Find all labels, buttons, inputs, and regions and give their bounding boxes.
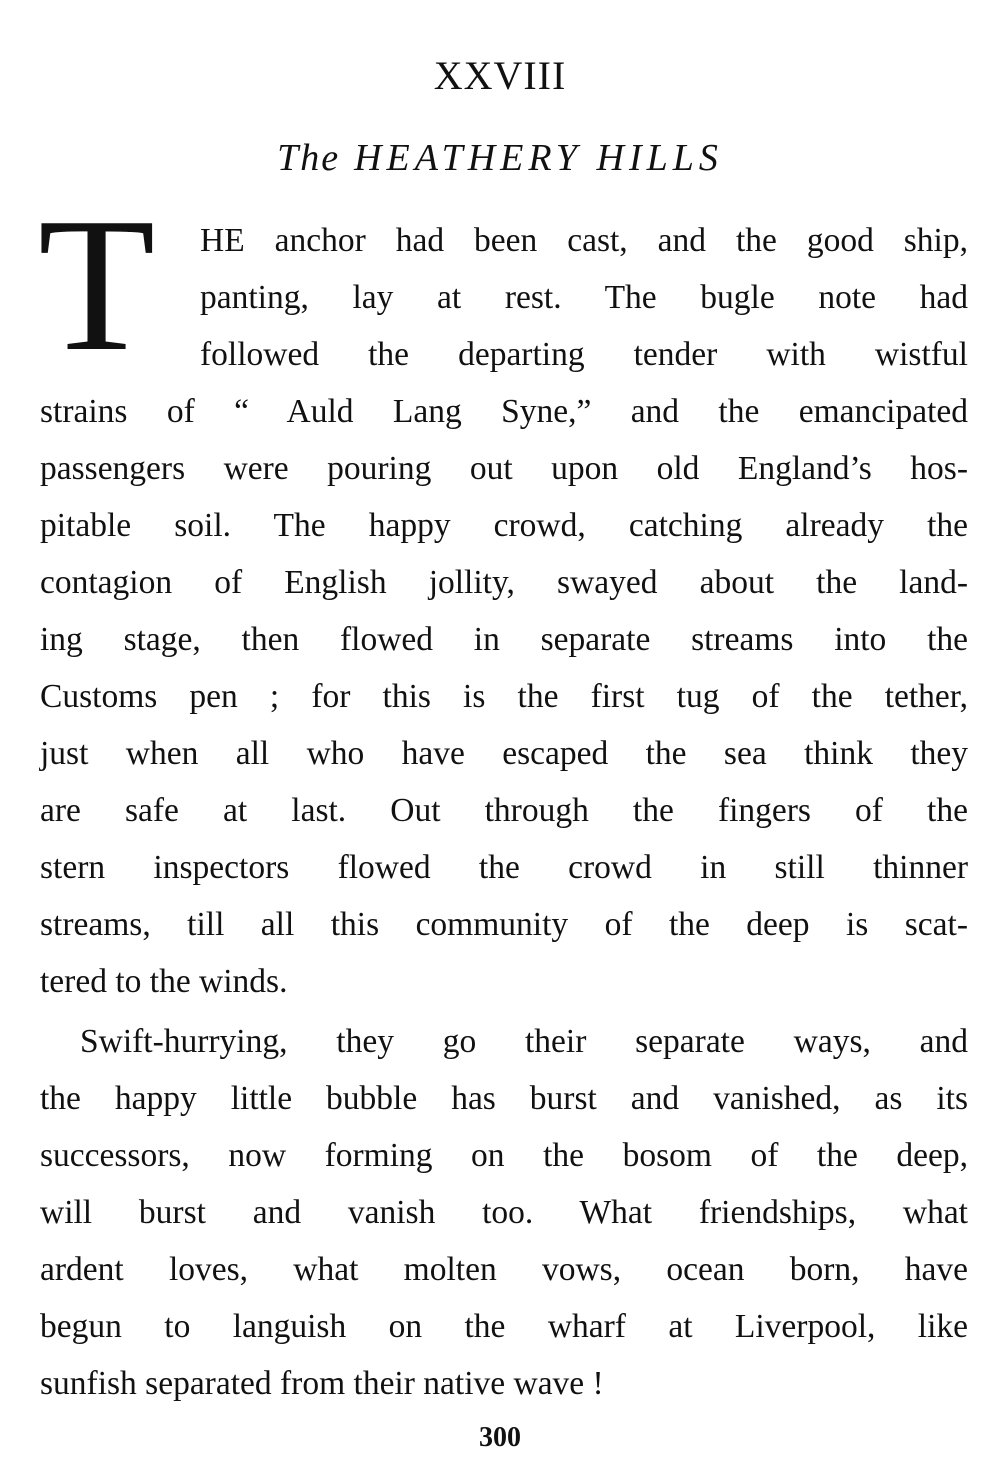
page-number: 300 <box>479 1422 521 1453</box>
text-line: panting, lay at rest. The bugle note had <box>200 279 968 316</box>
text-line: streams, till all this community of the deep is scat- <box>40 906 968 943</box>
text-line: stern inspectors flowed the crowd in still thinner <box>40 849 968 886</box>
text-line: Customs pen ; for this is the first tug of the tether, <box>40 678 968 715</box>
drop-cap: T <box>38 178 156 391</box>
text-line: will burst and vanish too. What friendships, what <box>40 1194 968 1231</box>
chapter-number: XXVIII <box>433 53 567 98</box>
text-line: ardent loves, what molten vows, ocean born, have <box>40 1251 968 1288</box>
text-line: ing stage, then flowed in separate streams into the <box>40 621 968 658</box>
text-line: the happy little bubble has burst and vanished, as its <box>40 1080 968 1117</box>
text-line: are safe at last. Out through the fingers of the <box>40 792 968 829</box>
text-line: Swift-hurrying, they go their separate ways, and <box>80 1023 968 1060</box>
text-line: sunfish separated from their native wave ! <box>40 1365 604 1402</box>
text-line: HE anchor had been cast, and the good ship, <box>200 222 968 259</box>
text-line: tered to the winds. <box>40 963 288 1000</box>
text-line: pitable soil. The happy crowd, catching already the <box>40 507 968 544</box>
chapter-title-article: The <box>277 137 341 179</box>
text-line: contagion of English jollity, swayed about the land- <box>40 564 968 601</box>
text-line: successors, now forming on the bosom of the deep, <box>40 1137 968 1174</box>
text-line: just when all who have escaped the sea think they <box>40 735 968 772</box>
text-line: strains of “ Auld Lang Syne,” and the emancipated <box>40 393 968 430</box>
text-line: passengers were pouring out upon old England’s hos- <box>40 450 968 487</box>
text-line: followed the departing tender with wistful <box>200 336 968 373</box>
text-line: begun to languish on the wharf at Liverpool, like <box>40 1308 968 1345</box>
chapter-title-main: HEATHERY HILLS <box>354 137 723 179</box>
